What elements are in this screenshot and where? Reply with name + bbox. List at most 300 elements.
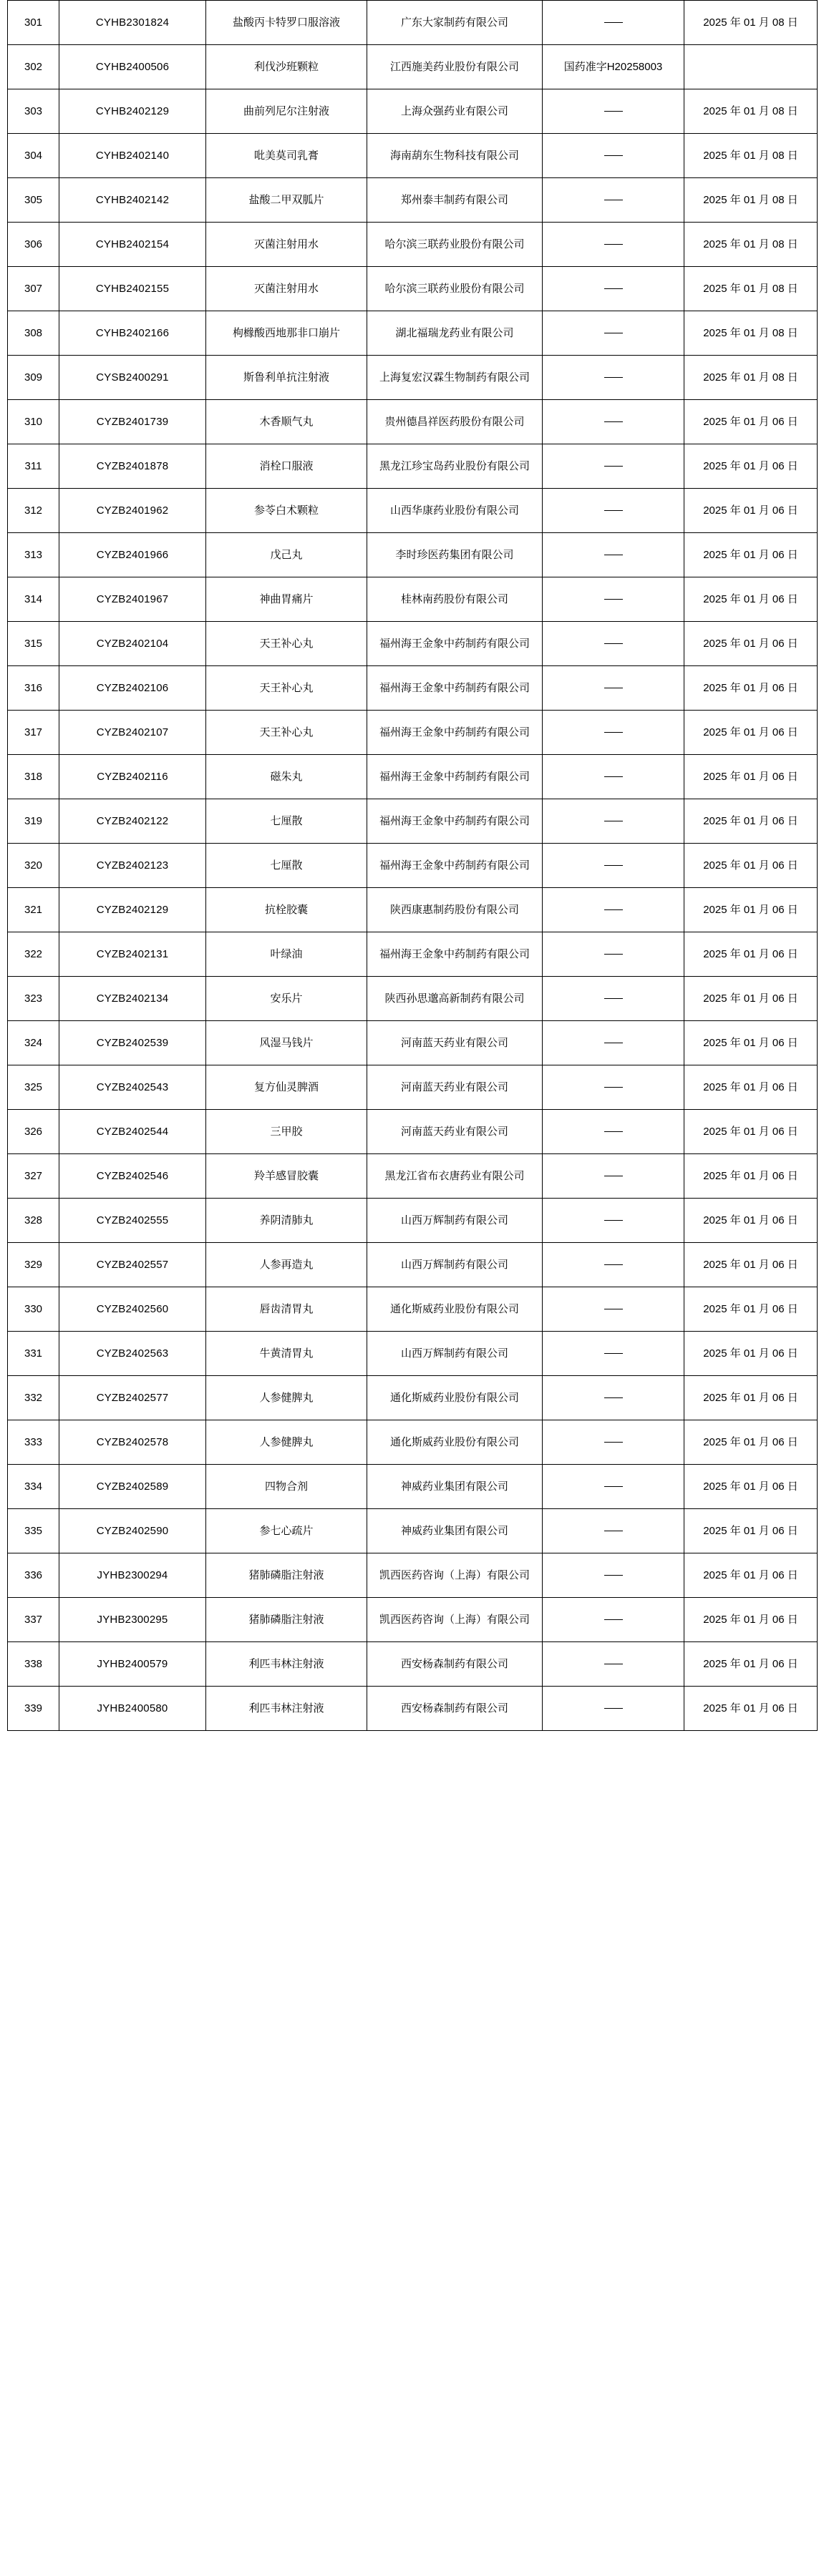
approval-number-cell [543,444,684,489]
row-index-cell: 325 [8,1065,59,1110]
acceptance-number-cell: CYZB2401739 [59,400,206,444]
drug-registration-table [7,0,818,1731]
approval-number-cell [543,400,684,444]
table-row [8,1553,818,1598]
company-name-cell: 桂林南药股份有限公司 [367,577,543,622]
drug-name-cell: 七厘散 [206,844,367,888]
company-name-cell: 福州海王金象中药制药有限公司 [367,932,543,977]
approval-number-cell [543,1110,684,1154]
acceptance-number-cell: CYHB2402142 [59,178,206,223]
drug-name-cell: 羚羊感冒胶囊 [206,1154,367,1199]
empty-dash [604,377,623,379]
conclusion-date-cell: 2025 年 01 月 06 日 [684,1287,818,1332]
company-name-cell: 山西万辉制药有限公司 [367,1199,543,1243]
drug-name-cell: 盐酸二甲双胍片 [206,178,367,223]
company-name-cell: 河南蓝天药业有限公司 [367,1110,543,1154]
approval-number-cell [543,1065,684,1110]
acceptance-number-cell: CYZB2402546 [59,1154,206,1199]
row-index-cell: 331 [8,1332,59,1376]
row-index-cell: 324 [8,1021,59,1065]
conclusion-date-cell: 2025 年 01 月 06 日 [684,1642,818,1687]
table-row [8,533,818,577]
drug-name-cell: 人参再造丸 [206,1243,367,1287]
row-index-cell: 329 [8,1243,59,1287]
table-row [8,1243,818,1287]
conclusion-date-cell: 2025 年 01 月 06 日 [684,1110,818,1154]
row-index-cell: 332 [8,1376,59,1420]
conclusion-date-cell: 2025 年 01 月 06 日 [684,1465,818,1509]
company-name-cell: 西安杨森制药有限公司 [367,1687,543,1731]
drug-name-cell: 人参健脾丸 [206,1420,367,1465]
drug-name-cell: 曲前列尼尔注射液 [206,89,367,134]
row-index-cell: 306 [8,223,59,267]
acceptance-number-cell: CYZB2402116 [59,755,206,799]
conclusion-date-cell: 2025 年 01 月 06 日 [684,844,818,888]
company-name-cell: 广东大家制药有限公司 [367,1,543,45]
acceptance-number-cell: CYHB2402140 [59,134,206,178]
conclusion-date-cell: 2025 年 01 月 06 日 [684,577,818,622]
acceptance-number-cell: CYHB2402129 [59,89,206,134]
approval-number-cell [543,755,684,799]
table-row [8,356,818,400]
row-index-cell: 322 [8,932,59,977]
conclusion-date-cell: 2025 年 01 月 08 日 [684,1,818,45]
company-name-cell: 湖北福瑞龙药业有限公司 [367,311,543,356]
company-name-cell: 海南葫东生物科技有限公司 [367,134,543,178]
table-row [8,1065,818,1110]
drug-name-cell: 消栓口服液 [206,444,367,489]
company-name-cell: 陕西孙思邈高新制药有限公司 [367,977,543,1021]
empty-dash [604,821,623,822]
empty-dash [604,1397,623,1399]
acceptance-number-cell: CYZB2401878 [59,444,206,489]
empty-dash [604,643,623,645]
approval-number-cell [543,1287,684,1332]
row-index-cell: 315 [8,622,59,666]
conclusion-date-cell: 2025 年 01 月 06 日 [684,489,818,533]
drug-name-cell: 磁朱丸 [206,755,367,799]
company-name-cell: 郑州泰丰制药有限公司 [367,178,543,223]
acceptance-number-cell: CYZB2402560 [59,1287,206,1332]
empty-dash [604,1531,623,1532]
approval-number-cell [543,1509,684,1553]
empty-dash [604,954,623,955]
conclusion-date-cell: 2025 年 01 月 06 日 [684,1021,818,1065]
drug-name-cell: 神曲胃痛片 [206,577,367,622]
table-row [8,888,818,932]
company-name-cell: 上海复宏汉霖生物制药有限公司 [367,356,543,400]
approval-number-cell [543,799,684,844]
acceptance-number-cell: CYZB2402557 [59,1243,206,1287]
empty-dash [604,1176,623,1177]
row-index-cell: 333 [8,1420,59,1465]
conclusion-date-cell: 2025 年 01 月 06 日 [684,1332,818,1376]
approval-number-cell [543,223,684,267]
drug-name-cell: 戊己丸 [206,533,367,577]
table-row [8,311,818,356]
acceptance-number-cell: CYZB2402129 [59,888,206,932]
drug-name-cell: 猪肺磷脂注射液 [206,1553,367,1598]
conclusion-date-cell: 2025 年 01 月 06 日 [684,622,818,666]
approval-number-cell [543,1687,684,1731]
table-row [8,1110,818,1154]
row-index-cell: 313 [8,533,59,577]
acceptance-number-cell: JYHB2400580 [59,1687,206,1731]
drug-name-cell: 利匹韦林注射液 [206,1642,367,1687]
row-index-cell: 334 [8,1465,59,1509]
drug-name-cell: 吡美莫司乳膏 [206,134,367,178]
conclusion-date-cell: 2025 年 01 月 06 日 [684,711,818,755]
row-index-cell: 323 [8,977,59,1021]
conclusion-date-cell: 2025 年 01 月 06 日 [684,755,818,799]
acceptance-number-cell: CYHB2402166 [59,311,206,356]
empty-dash [604,155,623,157]
empty-dash [604,1575,623,1576]
company-name-cell: 山西华康药业股份有限公司 [367,489,543,533]
acceptance-number-cell: CYZB2402107 [59,711,206,755]
drug-name-cell: 利伐沙班颗粒 [206,45,367,89]
company-name-cell: 凯西医药咨询（上海）有限公司 [367,1598,543,1642]
row-index-cell: 328 [8,1199,59,1243]
row-index-cell: 316 [8,666,59,711]
acceptance-number-cell: CYZB2402122 [59,799,206,844]
company-name-cell: 福州海王金象中药制药有限公司 [367,666,543,711]
drug-name-cell: 风湿马钱片 [206,1021,367,1065]
company-name-cell: 神威药业集团有限公司 [367,1509,543,1553]
row-index-cell: 339 [8,1687,59,1731]
drug-name-cell: 枸橼酸西地那非口崩片 [206,311,367,356]
empty-dash [604,421,623,423]
empty-dash [604,1131,623,1133]
company-name-cell: 通化斯威药业股份有限公司 [367,1376,543,1420]
empty-dash [604,1264,623,1266]
drug-name-cell: 唇齿清胃丸 [206,1287,367,1332]
conclusion-date-cell: 2025 年 01 月 06 日 [684,1509,818,1553]
conclusion-date-cell: 2025 年 01 月 06 日 [684,444,818,489]
company-name-cell: 凯西医药咨询（上海）有限公司 [367,1553,543,1598]
approval-number-cell [543,1376,684,1420]
company-name-cell: 山西万辉制药有限公司 [367,1243,543,1287]
table-row [8,1199,818,1243]
approval-number-cell [543,932,684,977]
company-name-cell: 山西万辉制药有限公司 [367,1332,543,1376]
table-row [8,711,818,755]
conclusion-date-cell: 2025 年 01 月 06 日 [684,977,818,1021]
company-name-cell: 哈尔滨三联药业股份有限公司 [367,267,543,311]
drug-name-cell: 叶绿油 [206,932,367,977]
empty-dash [604,1708,623,1709]
empty-dash [604,776,623,778]
conclusion-date-cell: 2025 年 01 月 08 日 [684,311,818,356]
drug-name-cell: 三甲胶 [206,1110,367,1154]
acceptance-number-cell: CYZB2401967 [59,577,206,622]
drug-name-cell: 灭菌注射用水 [206,223,367,267]
drug-name-cell: 灭菌注射用水 [206,267,367,311]
empty-dash [604,111,623,112]
empty-dash [604,1486,623,1488]
table-row [8,400,818,444]
conclusion-date-cell: 2025 年 01 月 06 日 [684,400,818,444]
approval-number-cell [543,489,684,533]
table-row [8,267,818,311]
empty-dash [604,200,623,201]
acceptance-number-cell: JYHB2400579 [59,1642,206,1687]
approval-number-cell [543,356,684,400]
drug-name-cell: 天王补心丸 [206,622,367,666]
acceptance-number-cell: CYZB2402563 [59,1332,206,1376]
row-index-cell: 330 [8,1287,59,1332]
company-name-cell: 福州海王金象中药制药有限公司 [367,711,543,755]
table-row [8,799,818,844]
company-name-cell: 江西施美药业股份有限公司 [367,45,543,89]
conclusion-date-cell: 2025 年 01 月 06 日 [684,1687,818,1731]
company-name-cell: 西安杨森制药有限公司 [367,1642,543,1687]
row-index-cell: 312 [8,489,59,533]
table-row [8,1598,818,1642]
conclusion-date-cell: 2025 年 01 月 06 日 [684,799,818,844]
approval-number-cell [543,577,684,622]
table-row [8,223,818,267]
conclusion-date-cell: 2025 年 01 月 06 日 [684,1553,818,1598]
table-row [8,1376,818,1420]
empty-dash [604,1043,623,1044]
approval-number-cell [543,1021,684,1065]
conclusion-date-cell: 2025 年 01 月 06 日 [684,888,818,932]
conclusion-date-cell: 2025 年 01 月 06 日 [684,1420,818,1465]
acceptance-number-cell: JYHB2300295 [59,1598,206,1642]
table-row [8,755,818,799]
company-name-cell: 福州海王金象中药制药有限公司 [367,755,543,799]
approval-number-cell: 国药准字H20258003 [543,45,684,89]
acceptance-number-cell: CYZB2402539 [59,1021,206,1065]
conclusion-date-cell: 2025 年 01 月 08 日 [684,267,818,311]
table-row [8,1465,818,1509]
row-index-cell: 301 [8,1,59,45]
table-row [8,1509,818,1553]
approval-number-cell [543,134,684,178]
row-index-cell: 302 [8,45,59,89]
conclusion-date-cell: 2025 年 01 月 08 日 [684,89,818,134]
drug-name-cell: 木香顺气丸 [206,400,367,444]
empty-dash [604,1087,623,1088]
empty-dash [604,333,623,334]
approval-number-cell [543,1642,684,1687]
empty-dash [604,288,623,290]
table-row [8,45,818,89]
acceptance-number-cell: CYHB2301824 [59,1,206,45]
acceptance-number-cell: CYZB2401962 [59,489,206,533]
acceptance-number-cell: CYZB2402544 [59,1110,206,1154]
row-index-cell: 319 [8,799,59,844]
company-name-cell: 哈尔滨三联药业股份有限公司 [367,223,543,267]
company-name-cell: 陕西康惠制药股份有限公司 [367,888,543,932]
conclusion-date-cell: 2025 年 01 月 06 日 [684,1199,818,1243]
company-name-cell: 神威药业集团有限公司 [367,1465,543,1509]
drug-name-cell: 四物合剂 [206,1465,367,1509]
row-index-cell: 321 [8,888,59,932]
acceptance-number-cell: CYZB2402577 [59,1376,206,1420]
conclusion-date-cell: 2025 年 01 月 06 日 [684,533,818,577]
conclusion-date-cell: 2025 年 01 月 06 日 [684,1065,818,1110]
empty-dash [604,998,623,1000]
table-row [8,844,818,888]
row-index-cell: 314 [8,577,59,622]
table-row [8,489,818,533]
table-row [8,1287,818,1332]
table-row [8,577,818,622]
empty-dash [604,1442,623,1443]
table-row [8,1,818,45]
empty-dash [604,1619,623,1621]
empty-dash [604,599,623,600]
approval-number-cell [543,89,684,134]
acceptance-number-cell: CYZB2402578 [59,1420,206,1465]
drug-name-cell: 猪肺磷脂注射液 [206,1598,367,1642]
table-body [8,1,818,1731]
drug-name-cell: 牛黄清胃丸 [206,1332,367,1376]
company-name-cell: 河南蓝天药业有限公司 [367,1065,543,1110]
empty-dash [604,555,623,556]
approval-number-cell [543,1553,684,1598]
row-index-cell: 326 [8,1110,59,1154]
company-name-cell: 福州海王金象中药制药有限公司 [367,622,543,666]
acceptance-number-cell: CYHB2400506 [59,45,206,89]
drug-name-cell: 安乐片 [206,977,367,1021]
approval-number-cell [543,311,684,356]
row-index-cell: 338 [8,1642,59,1687]
conclusion-date-cell: 2025 年 01 月 06 日 [684,932,818,977]
row-index-cell: 310 [8,400,59,444]
row-index-cell: 327 [8,1154,59,1199]
approval-number-cell [543,1154,684,1199]
conclusion-date-cell: 2025 年 01 月 06 日 [684,1154,818,1199]
empty-dash [604,732,623,733]
row-index-cell: 305 [8,178,59,223]
approval-number-cell [543,267,684,311]
approval-number-cell [543,888,684,932]
row-index-cell: 307 [8,267,59,311]
row-index-cell: 308 [8,311,59,356]
drug-name-cell: 斯鲁利单抗注射液 [206,356,367,400]
empty-dash [604,688,623,689]
empty-dash [604,244,623,245]
conclusion-date-cell [684,45,818,89]
empty-dash [604,1353,623,1355]
acceptance-number-cell: CYZB2402543 [59,1065,206,1110]
drug-name-cell: 参七心疏片 [206,1509,367,1553]
company-name-cell: 李时珍医药集团有限公司 [367,533,543,577]
acceptance-number-cell: CYZB2402590 [59,1509,206,1553]
drug-name-cell: 利匹韦林注射液 [206,1687,367,1731]
acceptance-number-cell: JYHB2300294 [59,1553,206,1598]
approval-number-cell [543,533,684,577]
conclusion-date-cell: 2025 年 01 月 06 日 [684,1243,818,1287]
conclusion-date-cell: 2025 年 01 月 08 日 [684,356,818,400]
acceptance-number-cell: CYZB2402589 [59,1465,206,1509]
table-row [8,1154,818,1199]
approval-number-cell [543,1243,684,1287]
table-row [8,1687,818,1731]
approval-number-cell [543,1465,684,1509]
table-row [8,134,818,178]
approval-number-cell [543,666,684,711]
drug-name-cell: 天王补心丸 [206,711,367,755]
conclusion-date-cell: 2025 年 01 月 08 日 [684,134,818,178]
conclusion-date-cell: 2025 年 01 月 06 日 [684,666,818,711]
approval-number-cell [543,1420,684,1465]
company-name-cell: 福州海王金象中药制药有限公司 [367,844,543,888]
row-index-cell: 317 [8,711,59,755]
drug-name-cell: 养阴清肺丸 [206,1199,367,1243]
drug-name-cell: 七厘散 [206,799,367,844]
approval-number-cell [543,178,684,223]
company-name-cell: 福州海王金象中药制药有限公司 [367,799,543,844]
drug-name-cell: 人参健脾丸 [206,1376,367,1420]
conclusion-date-cell: 2025 年 01 月 08 日 [684,178,818,223]
acceptance-number-cell: CYZB2402104 [59,622,206,666]
empty-dash [604,510,623,512]
table-row [8,622,818,666]
acceptance-number-cell: CYHB2402154 [59,223,206,267]
company-name-cell: 贵州德昌祥医药股份有限公司 [367,400,543,444]
table-row [8,1642,818,1687]
acceptance-number-cell: CYZB2402106 [59,666,206,711]
table-row [8,444,818,489]
empty-dash [604,22,623,24]
drug-name-cell: 天王补心丸 [206,666,367,711]
empty-dash [604,466,623,467]
acceptance-number-cell: CYZB2401966 [59,533,206,577]
approval-number-cell [543,1199,684,1243]
company-name-cell: 通化斯威药业股份有限公司 [367,1287,543,1332]
company-name-cell: 黑龙江珍宝岛药业股份有限公司 [367,444,543,489]
approval-number-cell [543,977,684,1021]
table-row [8,1332,818,1376]
drug-name-cell: 参苓白术颗粒 [206,489,367,533]
row-index-cell: 318 [8,755,59,799]
table-row [8,932,818,977]
acceptance-number-cell: CYZB2402131 [59,932,206,977]
acceptance-number-cell: CYHB2402155 [59,267,206,311]
drug-name-cell: 复方仙灵脾酒 [206,1065,367,1110]
company-name-cell: 通化斯威药业股份有限公司 [367,1420,543,1465]
acceptance-number-cell: CYZB2402123 [59,844,206,888]
table-row [8,1420,818,1465]
row-index-cell: 336 [8,1553,59,1598]
empty-dash [604,1664,623,1665]
row-index-cell: 304 [8,134,59,178]
table-row [8,89,818,134]
empty-dash [604,1220,623,1221]
approval-number-cell [543,622,684,666]
row-index-cell: 337 [8,1598,59,1642]
acceptance-number-cell: CYZB2402134 [59,977,206,1021]
conclusion-date-cell: 2025 年 01 月 06 日 [684,1598,818,1642]
empty-dash [604,909,623,911]
empty-dash [604,865,623,867]
acceptance-number-cell: CYSB2400291 [59,356,206,400]
company-name-cell: 上海众强药业有限公司 [367,89,543,134]
row-index-cell: 309 [8,356,59,400]
table-row [8,977,818,1021]
row-index-cell: 320 [8,844,59,888]
table-row [8,666,818,711]
company-name-cell: 黑龙江省布衣唐药业有限公司 [367,1154,543,1199]
approval-number-cell [543,844,684,888]
approval-number-cell [543,711,684,755]
empty-dash [604,1309,623,1310]
drug-name-cell: 抗栓胶囊 [206,888,367,932]
